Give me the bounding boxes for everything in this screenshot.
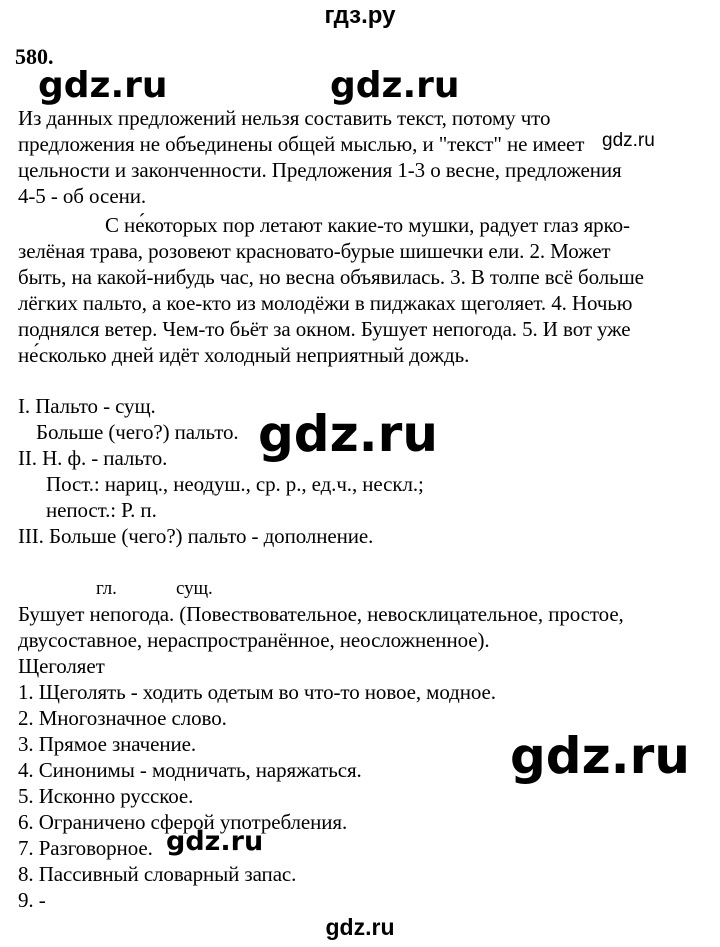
word-item: 9. - <box>18 888 46 912</box>
morph-line: I. Пальто - сущ. <box>18 394 156 418</box>
word-item: 5. Исконно русское. <box>18 784 194 808</box>
text-line: поднялся ветер. Чем-то бьёт за окном. Бушует непогода. 5. И вот уже <box>18 317 631 341</box>
morph-line: II. Н. ф. - пальто. <box>18 446 168 470</box>
text-line: зелёная трава, розовеют красновато-бурые шишечки ели. 2. Может <box>18 239 611 263</box>
exercise-number: 580. <box>15 44 54 69</box>
word-title: Щеголяет <box>18 654 105 678</box>
intro-line: Из данных предложений нельзя составить текст, потому что <box>18 106 551 130</box>
morph-line: Пост.: нариц., неодуш., ср. р., ед.ч., нескл.; <box>46 472 424 496</box>
site-header: гдз.ру <box>324 2 396 29</box>
parse-mark-verb: гл. <box>96 578 117 599</box>
sentence-line: Бушует непогода. (Повествовательное, невосклицательное, простое, <box>18 602 624 626</box>
watermark: gdz.ru <box>330 65 460 106</box>
word-item: 4. Синонимы - модничать, наряжаться. <box>18 758 362 782</box>
morph-line: Больше (чего?) пальто. <box>36 420 239 444</box>
intro-line: цельности и законченности. Предложения 1-3 о весне, предложения <box>18 158 622 182</box>
watermark: gdz.ru <box>510 727 690 785</box>
intro-line: предложения не объединены общей мыслью, и "текст" не имеет <box>18 132 585 156</box>
text-line: быть, на какой-нибудь час, но весна объявилась. 3. В толпе всё больше <box>18 265 644 289</box>
morph-line: непост.: Р. п. <box>46 498 157 522</box>
watermark: gdz.ru <box>258 405 438 463</box>
intro-line: 4-5 - об осени. <box>18 184 147 208</box>
word-item: 3. Прямое значение. <box>18 732 196 756</box>
footer-watermark: gdz.ru <box>325 914 395 940</box>
sentence-line: двусоставное, нераспространённое, неосложненное). <box>18 628 490 652</box>
word-item: 1. Щеголять - ходить одетым во что-то новое, модное. <box>18 680 496 704</box>
watermark: gdz.ru <box>166 826 264 857</box>
text-line: С не́которых пор летают какие-то мушки, радует глаз ярко- <box>105 213 630 237</box>
word-item: 2. Многозначное слово. <box>18 706 227 730</box>
word-item: 8. Пассивный словарный запас. <box>18 862 297 886</box>
text-line: не́сколько дней идёт холодный неприятный дождь. <box>18 343 470 367</box>
watermark: gdz.ru <box>38 65 168 106</box>
text-line: лёгких пальто, а кое-кто из молодёжи в пиджаках щеголяет. 4. Ночью <box>18 291 633 315</box>
watermark: gdz.ru <box>602 130 655 151</box>
morph-line: III. Больше (чего?) пальто - дополнение. <box>18 524 374 548</box>
word-item: 6. Ограничено сферой употребления. <box>18 810 348 834</box>
word-item: 7. Разговорное. <box>18 836 153 860</box>
parse-mark-noun: сущ. <box>176 578 213 599</box>
